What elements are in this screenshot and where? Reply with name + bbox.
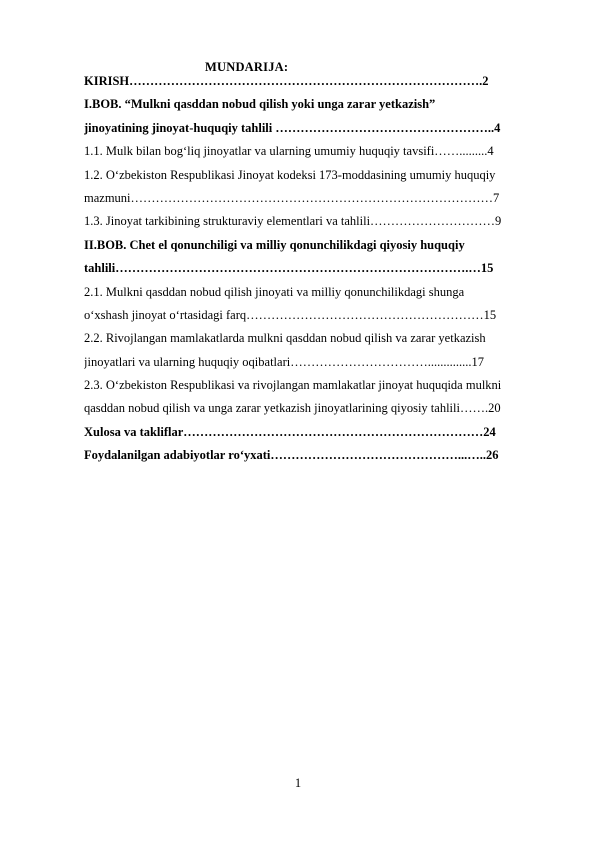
- toc-entry: jinoyatlari va ularning huquqiy oqibatlari……………………………..............17: [84, 354, 484, 369]
- toc-entry: tahlili………………………………………………………………………….…15: [84, 261, 494, 276]
- toc-entry: 1.3. Jinoyat tarkibining strukturaviy elementlari va tahlili…………………………9: [84, 214, 502, 229]
- toc-entry: 2.3. O‘zbekiston Respublikasi va rivojlangan mamlakatlar jinoyat huquqida mulkni: [84, 378, 502, 393]
- toc-title: MUNDARIJA:: [205, 60, 289, 74]
- toc-entry: II.BOB. Chet el qonunchiligi va milliy qonunchilikdagi qiyosiy huquqiy: [84, 237, 465, 252]
- page-number: 1: [294, 776, 302, 790]
- toc-entry: I.BOB. “Mulkni qasddan nobud qilish yoki unga zarar yetkazish”: [84, 97, 436, 112]
- toc-entry: Foydalanilgan adabiyotlar ro‘yxati………………………………………...…..26: [84, 448, 499, 463]
- toc-entry: KIRISH………………………………………………………………………….2: [84, 74, 489, 88]
- toc-entry: Xulosa va takliflar………………………………………………………………24: [84, 424, 496, 439]
- table-of-contents: [84, 70, 556, 468]
- toc-entry: 1.2. O‘zbekiston Respublikasi Jinoyat kodeksi 173-moddasining umumiy huquqiy: [84, 167, 496, 182]
- toc-entry: qasddan nobud qilish va unga zarar yetkazish jinoyatlarining qiyosiy tahlili…….20: [84, 401, 501, 416]
- toc-entry: 2.1. Mulkni qasddan nobud qilish jinoyati va milliy qonunchilikdagi shunga: [84, 284, 465, 299]
- toc-entry: o‘xshash jinoyat o‘rtasidagi farq…………………………………………………15: [84, 307, 497, 322]
- toc-entry: mazmuni……………………………………………………………………………7: [84, 190, 500, 205]
- toc-entry: 1.1. Mulk bilan bog‘liq jinoyatlar va ularning umumiy huquqiy tavsifi…….........4: [84, 144, 494, 159]
- toc-entry: jinoyatining jinoyat-huquqiy tahlili ……………………………………………..4: [84, 120, 501, 135]
- toc-entry: 2.2. Rivojlangan mamlakatlarda mulkni qasddan nobud qilish va zarar yetkazish: [84, 331, 486, 346]
